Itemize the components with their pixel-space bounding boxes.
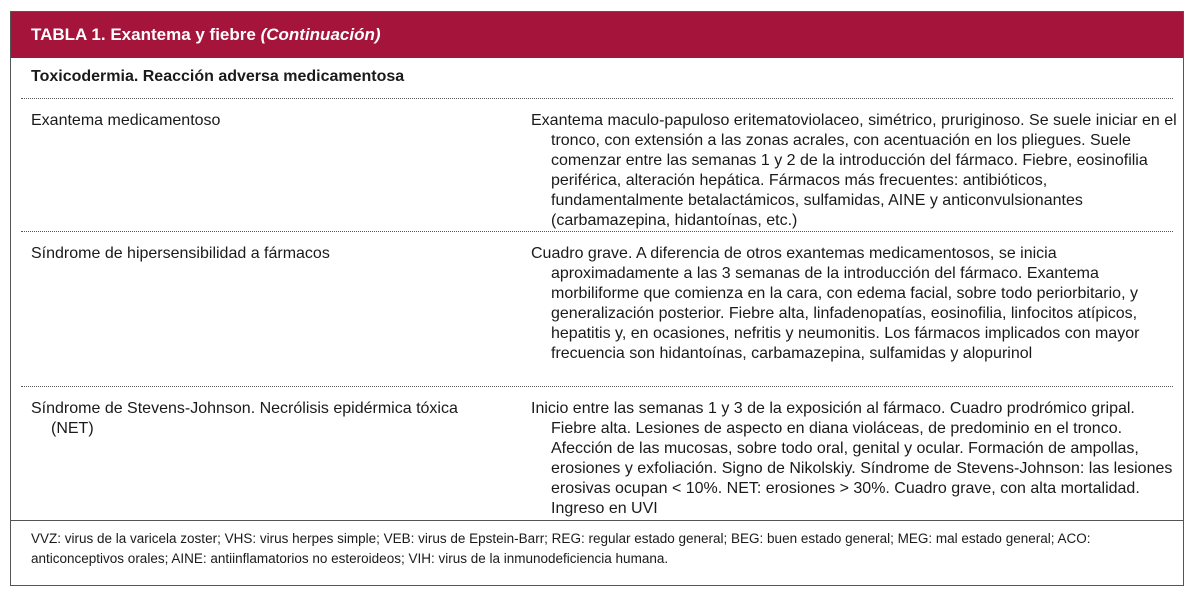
section-heading: Toxicodermia. Reacción adversa medicamentosa — [31, 68, 405, 85]
row-description: Exantema maculo-papuloso eritematoviolaceo, simétrico, pruriginoso. Se suele iniciar en el tronco, con extensión a las zonas acrales, con acentuación en los pliegues. Suele comenzar entre las semanas 1 y 2 de la introducción del fármaco. Fiebre, eosinofilia periférica, alteración hepática. Fármacos más frecuentes: antibióticos, fundamentalmente betalactámicos, sulfamidas, AINE y anticonvulsionantes (carbamazepina, hidantoínas, etc.) — [531, 112, 1177, 229]
row-name: Síndrome de hipersensibilidad a fármacos — [31, 245, 330, 262]
table-frame — [10, 11, 1184, 586]
table-title-continuation: (Continuación) — [260, 25, 381, 44]
footer-divider — [11, 520, 1183, 521]
table-footnote: VVZ: virus de la varicela zoster; VHS: virus herpes simple; VEB: virus de Epstein-Barr; REG: regular estado general; BEG: buen estado general; MEG: mal estado general; ACO: anticonceptivos orales; AINE: antiinflamatorios no esteroideos; VIH: virus de la inmunodeficiencia humana. — [31, 531, 1091, 566]
table-row — [21, 98, 1177, 229]
row-description: Inicio entre las semanas 1 y 3 de la exposición al fármaco. Cuadro prodrómico gripal. Fiebre alta. Lesiones de aspecto en diana violáceas, de predominio en el tronco. Afección de las mucosas, sobre todo oral, genital y ocular. Formación de ampollas, erosiones y exfoliación. Signo de Nikolskiy. Síndrome de Stevens-Johnson: las lesiones erosivas ocupan < 10%. NET: erosiones > 30%. Cuadro grave, con alta mortalidad. Ingreso en UVI — [531, 400, 1173, 517]
table-title: TABLA 1. Exantema y fiebre — [31, 25, 256, 44]
row-description: Cuadro grave. A diferencia de otros exantemas medicamentosos, se inicia aproximadamente a las 3 semanas de la introducción del fármaco. Exantema morbiliforme que comienza en la cara, con edema facial, sobre todo periorbitario, y generalización posterior. Fiebre alta, linfadenopatías, eosinofilia, linfocitos atípicos, hepatitis y, en ocasiones, nefritis y neumonitis. Los fármacos implicados con mayor frecuencia son hidantoínas, carbamazepina, sulfamidas y alopurinol — [531, 245, 1140, 362]
row-name: Exantema medicamentoso — [31, 112, 221, 129]
row-name: Síndrome de Stevens-Johnson. Necrólisis epidérmica tóxica (NET) — [31, 400, 458, 437]
table-row — [21, 231, 1173, 362]
table-row — [21, 386, 1173, 517]
table-title-bar — [11, 12, 1183, 58]
